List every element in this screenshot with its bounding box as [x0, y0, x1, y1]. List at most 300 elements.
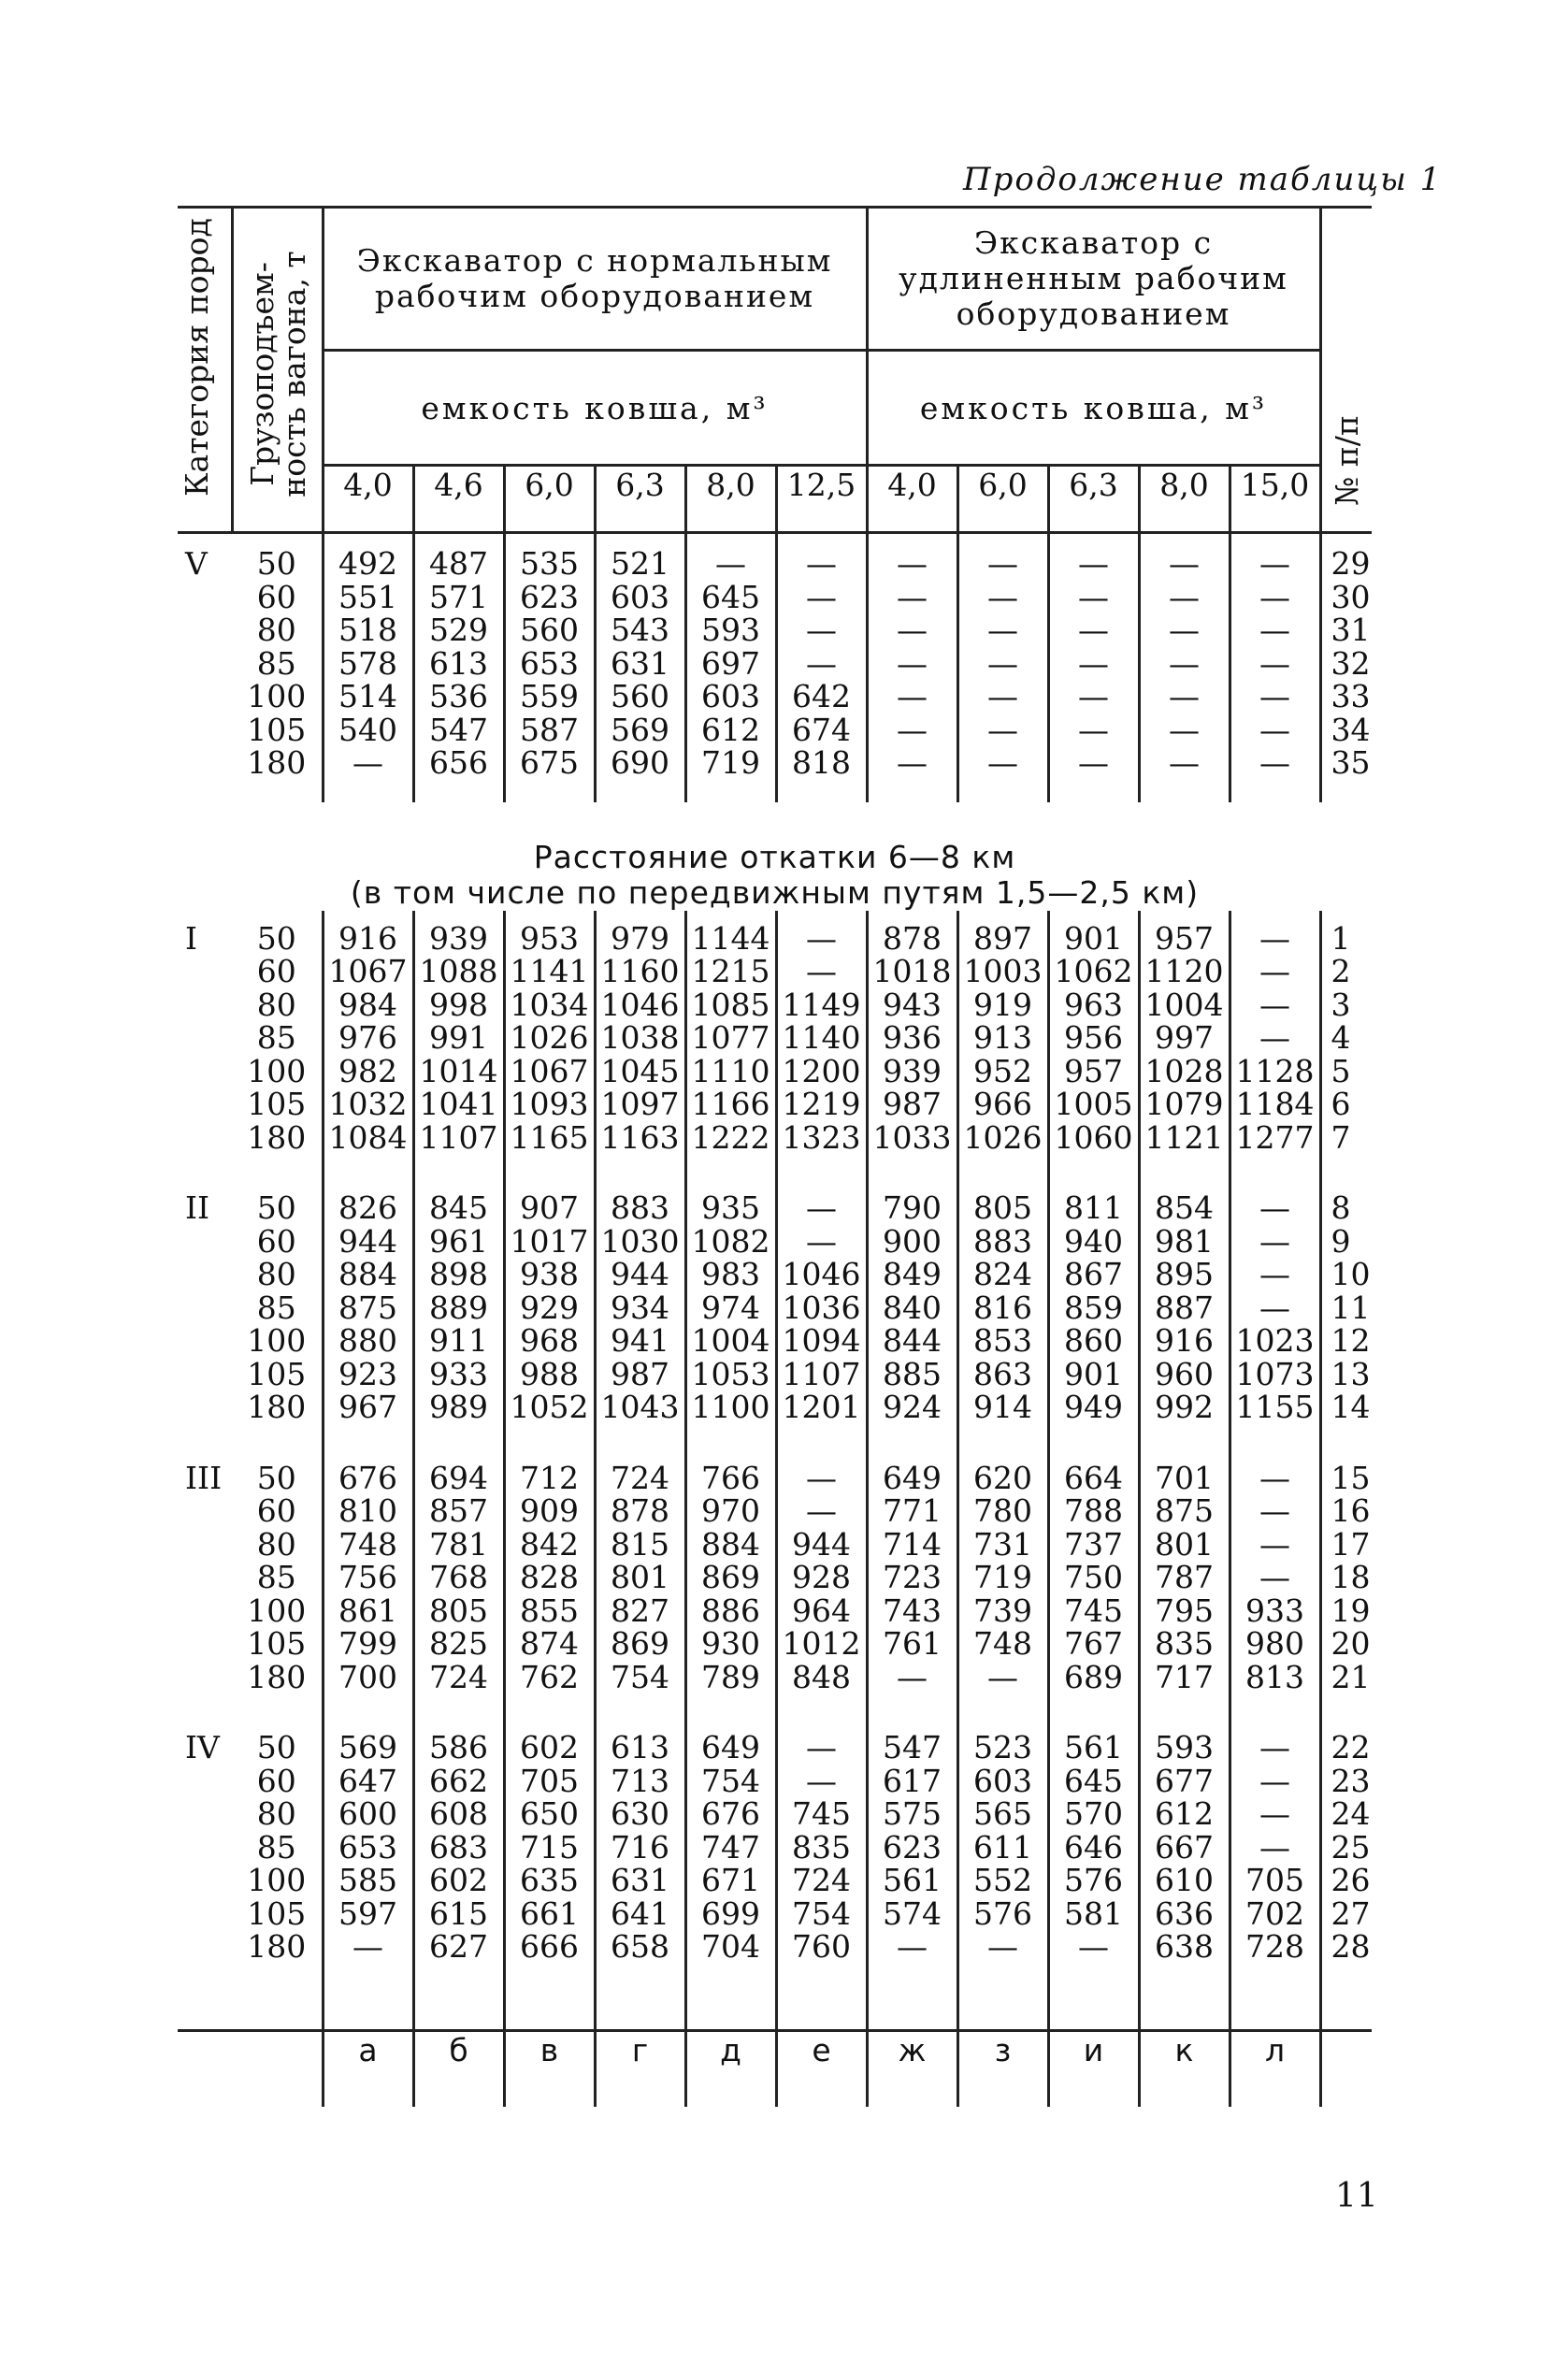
value-cell: — [1230, 613, 1320, 647]
value-cell: 571 [413, 581, 504, 614]
value-cell: 560 [595, 680, 685, 713]
value-cell: 617 [867, 1765, 957, 1798]
value-cell: 944 [595, 1258, 685, 1291]
value-cell: 623 [867, 1831, 957, 1865]
value-cell: 805 [413, 1594, 504, 1628]
value-cell: 649 [685, 1731, 776, 1765]
table-row [178, 1462, 1372, 1495]
table-row [178, 613, 1372, 647]
value-cell: 612 [685, 713, 776, 747]
value-cell: 1004 [1139, 988, 1230, 1022]
column-letter-row [178, 2030, 1372, 2107]
value-cell: 1107 [413, 1121, 504, 1155]
capacity-cell: 105 [232, 1627, 323, 1661]
value-cell: 987 [867, 1088, 957, 1121]
value-cell: — [1139, 547, 1230, 581]
header-category: Категория пород [178, 208, 232, 533]
value-cell: 492 [323, 547, 413, 581]
value-cell: 1144 [685, 922, 776, 956]
value-cell: 754 [776, 1897, 867, 1931]
value-cell: 875 [323, 1291, 413, 1325]
value-cell: 1121 [1139, 1121, 1230, 1155]
row-index-cell: 2 [1331, 953, 1351, 989]
header-capacity: Грузоподъем-ность вагона, т [232, 208, 323, 533]
capacity-cell: 85 [232, 647, 323, 681]
capacity-cell: 180 [232, 746, 323, 780]
value-cell: 869 [685, 1561, 776, 1594]
column-letter: л [1230, 2030, 1320, 2107]
value-cell: — [1230, 547, 1320, 581]
value-cell: 957 [1048, 1055, 1139, 1088]
capacity-cell: 105 [232, 713, 323, 747]
value-cell: 1073 [1230, 1358, 1320, 1391]
value-cell: — [957, 613, 1048, 647]
value-cell: 825 [413, 1627, 504, 1661]
value-cell: 602 [413, 1864, 504, 1897]
value-cell: 826 [323, 1191, 413, 1225]
value-cell: — [1230, 1462, 1320, 1495]
bucket-extended-3: 8,0 [1139, 466, 1230, 533]
value-cell: 1165 [504, 1121, 595, 1155]
rock-category [178, 746, 232, 780]
value-cell: 649 [867, 1462, 957, 1495]
value-cell: 863 [957, 1358, 1048, 1391]
value-cell: 547 [413, 713, 504, 747]
capacity-cell: 85 [232, 1561, 323, 1594]
rock-category [178, 680, 232, 713]
value-cell: 671 [685, 1864, 776, 1897]
table-row [178, 955, 1372, 988]
value-cell: — [1230, 1765, 1320, 1798]
value-cell: 552 [957, 1864, 1048, 1897]
value-cell: 635 [504, 1864, 595, 1897]
value-cell: 1026 [957, 1121, 1048, 1155]
value-cell: 719 [685, 746, 776, 780]
capacity-cell: 100 [232, 1864, 323, 1897]
value-cell: 795 [1139, 1594, 1230, 1628]
bucket-normal-5: 12,5 [776, 466, 867, 533]
value-cell: 540 [323, 713, 413, 747]
rock-category [178, 1930, 232, 1964]
value-cell: 788 [1048, 1494, 1139, 1528]
value-cell: 620 [957, 1462, 1048, 1495]
value-cell: 576 [1048, 1864, 1139, 1897]
capacity-cell: 60 [232, 1765, 323, 1798]
value-cell: 1079 [1139, 1088, 1230, 1121]
value-cell: 1184 [1230, 1088, 1320, 1121]
table-row [178, 1324, 1372, 1358]
value-cell: 715 [504, 1831, 595, 1865]
capacity-cell: 100 [232, 680, 323, 713]
value-cell: 953 [504, 922, 595, 956]
column-letter: з [957, 2030, 1048, 2107]
bucket-extended-0: 4,0 [867, 466, 957, 533]
value-cell: 781 [413, 1528, 504, 1562]
value-cell: 1277 [1230, 1121, 1320, 1155]
value-cell: 842 [504, 1528, 595, 1562]
value-cell: 916 [323, 922, 413, 956]
value-cell: 1141 [504, 955, 595, 988]
value-cell: 638 [1139, 1930, 1230, 1964]
capacity-cell: 100 [232, 1055, 323, 1088]
value-cell: 543 [595, 613, 685, 647]
row-index-cell: 31 [1331, 612, 1371, 648]
value-cell: 745 [776, 1797, 867, 1831]
value-cell: — [776, 1225, 867, 1259]
table-row [178, 581, 1372, 614]
value-cell: 1077 [685, 1021, 776, 1055]
capacity-cell: 80 [232, 1797, 323, 1831]
value-cell: — [1139, 713, 1230, 747]
row-index-cell: 8 [1331, 1189, 1351, 1226]
value-cell: 602 [504, 1731, 595, 1765]
rock-category [178, 1390, 232, 1424]
value-cell: 938 [504, 1258, 595, 1291]
bucket-extended-1: 6,0 [957, 466, 1048, 533]
row-index-cell: 5 [1331, 1052, 1351, 1089]
value-cell: 1003 [957, 955, 1048, 988]
value-cell: — [1230, 988, 1320, 1022]
row-index-cell: 33 [1331, 678, 1371, 714]
value-cell: 683 [413, 1831, 504, 1865]
value-cell: 561 [867, 1864, 957, 1897]
value-cell: 689 [1048, 1661, 1139, 1694]
value-cell: 854 [1139, 1191, 1230, 1225]
value-cell: 1018 [867, 955, 957, 988]
column-letter: ж [867, 2030, 957, 2107]
value-cell: 884 [685, 1528, 776, 1562]
value-cell: — [1230, 1797, 1320, 1831]
row-index-cell: 30 [1331, 578, 1371, 615]
value-cell: 487 [413, 547, 504, 581]
value-cell: 1043 [595, 1390, 685, 1424]
value-cell: — [776, 581, 867, 614]
rock-category [178, 1627, 232, 1661]
row-index-cell: 34 [1331, 711, 1371, 748]
header-extended-group: Экскаватор с удлиненным рабочим оборудованием [867, 208, 1320, 351]
rock-category [178, 1864, 232, 1897]
value-cell: 964 [776, 1594, 867, 1628]
value-cell: 587 [504, 713, 595, 747]
column-letter: д [685, 2030, 776, 2107]
value-cell: 1163 [595, 1121, 685, 1155]
value-cell: 835 [1139, 1627, 1230, 1661]
value-cell: 597 [323, 1897, 413, 1931]
value-cell: 1052 [504, 1390, 595, 1424]
rock-category [178, 713, 232, 747]
table-row [178, 1797, 1372, 1831]
value-cell: 974 [685, 1291, 776, 1325]
capacity-cell: 180 [232, 1390, 323, 1424]
rock-category [178, 1225, 232, 1259]
value-cell: 818 [776, 746, 867, 780]
value-cell: 754 [685, 1765, 776, 1798]
row-index-cell: 23 [1331, 1762, 1371, 1799]
value-cell: 898 [413, 1258, 504, 1291]
value-cell: 714 [867, 1528, 957, 1562]
value-cell: 1097 [595, 1088, 685, 1121]
value-cell: 585 [323, 1864, 413, 1897]
value-cell: — [1048, 647, 1139, 681]
table-row [178, 1121, 1372, 1155]
rock-category: II [185, 1189, 210, 1226]
rock-category [178, 1121, 232, 1155]
value-cell: 653 [323, 1831, 413, 1865]
value-cell: 658 [595, 1930, 685, 1964]
value-cell: 961 [413, 1225, 504, 1259]
value-cell: 815 [595, 1528, 685, 1562]
value-cell: 631 [595, 1864, 685, 1897]
value-cell: 867 [1048, 1258, 1139, 1291]
value-cell: 699 [685, 1897, 776, 1931]
value-cell: 813 [1230, 1661, 1320, 1694]
row-index-cell: 3 [1331, 986, 1351, 1023]
value-cell: 547 [867, 1731, 957, 1765]
value-cell: 895 [1139, 1258, 1230, 1291]
row-index-cell: 26 [1331, 1862, 1371, 1898]
row-index-cell: 14 [1331, 1389, 1371, 1425]
value-cell: 1014 [413, 1055, 504, 1088]
value-cell: 923 [323, 1358, 413, 1391]
value-cell: — [1048, 547, 1139, 581]
value-cell: — [957, 581, 1048, 614]
value-cell: 889 [413, 1291, 504, 1325]
row-index-cell: 13 [1331, 1355, 1371, 1392]
value-cell: 816 [957, 1291, 1048, 1325]
value-cell: 653 [504, 647, 595, 681]
value-cell: 880 [323, 1324, 413, 1358]
value-cell: — [1230, 1021, 1320, 1055]
section-title: Расстояние откатки 6—8 км [533, 838, 1016, 875]
value-cell: 844 [867, 1324, 957, 1358]
value-cell: 886 [685, 1594, 776, 1628]
value-cell: — [867, 713, 957, 747]
value-cell: 569 [595, 713, 685, 747]
value-cell: 1200 [776, 1055, 867, 1088]
column-letter: а [323, 2030, 413, 2107]
value-cell: 1026 [504, 1021, 595, 1055]
rock-category [178, 1528, 232, 1562]
value-cell: 656 [413, 746, 504, 780]
value-cell: — [867, 680, 957, 713]
value-cell: 521 [595, 547, 685, 581]
capacity-cell: 80 [232, 1258, 323, 1291]
value-cell: 987 [595, 1358, 685, 1391]
rock-category: I [185, 919, 198, 957]
value-cell: 641 [595, 1897, 685, 1931]
row-index-cell: 10 [1331, 1256, 1371, 1292]
value-cell: 1084 [323, 1121, 413, 1155]
row-index-cell: 11 [1331, 1289, 1371, 1326]
value-cell: 560 [504, 613, 595, 647]
value-cell: 992 [1139, 1390, 1230, 1424]
row-index-cell: 22 [1331, 1729, 1371, 1765]
value-cell: 636 [1139, 1897, 1230, 1931]
value-cell: 551 [323, 581, 413, 614]
value-cell: 570 [1048, 1797, 1139, 1831]
capacity-cell: 105 [232, 1897, 323, 1931]
value-cell: — [776, 1462, 867, 1495]
row-index-cell: 7 [1331, 1118, 1351, 1156]
value-cell: 717 [1139, 1661, 1230, 1694]
value-cell: 662 [413, 1765, 504, 1798]
value-cell: 705 [504, 1765, 595, 1798]
table-row [178, 1561, 1372, 1594]
capacity-cell: 105 [232, 1088, 323, 1121]
rock-category [178, 647, 232, 681]
value-cell: 701 [1139, 1462, 1230, 1495]
value-cell: — [776, 922, 867, 956]
value-cell: 916 [1139, 1324, 1230, 1358]
rock-category [178, 613, 232, 647]
value-cell: 929 [504, 1291, 595, 1325]
value-cell: 924 [867, 1390, 957, 1424]
table-row [178, 1021, 1372, 1055]
table-row [178, 1594, 1372, 1628]
value-cell: 957 [1139, 922, 1230, 956]
value-cell: — [1048, 746, 1139, 780]
value-cell: — [1139, 680, 1230, 713]
value-cell: 919 [957, 988, 1048, 1022]
table-row [178, 713, 1372, 747]
value-cell: 724 [776, 1864, 867, 1897]
bucket-extended-4: 15,0 [1230, 466, 1320, 533]
value-cell: 694 [413, 1462, 504, 1495]
value-cell: 949 [1048, 1390, 1139, 1424]
value-cell: 913 [957, 1021, 1048, 1055]
value-cell: 1053 [685, 1358, 776, 1391]
value-cell: — [867, 547, 957, 581]
row-index-cell: 20 [1331, 1625, 1371, 1662]
value-cell: 1110 [685, 1055, 776, 1088]
value-cell: 1028 [1139, 1055, 1230, 1088]
value-cell: — [1048, 713, 1139, 747]
value-cell: 603 [595, 581, 685, 614]
value-cell: 939 [413, 922, 504, 956]
column-letter: к [1139, 2030, 1230, 2107]
value-cell: 664 [1048, 1462, 1139, 1495]
value-cell: 586 [413, 1731, 504, 1765]
value-cell: — [1230, 746, 1320, 780]
rock-category [178, 1324, 232, 1358]
value-cell: 565 [957, 1797, 1048, 1831]
value-cell: 845 [413, 1191, 504, 1225]
value-cell: 849 [867, 1258, 957, 1291]
value-cell: 576 [957, 1897, 1048, 1931]
value-cell: 723 [867, 1561, 957, 1594]
value-cell: 861 [323, 1594, 413, 1628]
bucket-normal-1: 4,6 [413, 466, 504, 533]
value-cell: 857 [413, 1494, 504, 1528]
value-cell: 667 [1139, 1831, 1230, 1865]
value-cell: 642 [776, 680, 867, 713]
value-cell: 1005 [1048, 1088, 1139, 1121]
value-cell: 747 [685, 1831, 776, 1865]
value-cell: 853 [957, 1324, 1048, 1358]
value-cell: 1093 [504, 1088, 595, 1121]
table-body [178, 533, 1372, 2031]
table-row [178, 1627, 1372, 1661]
value-cell: — [776, 613, 867, 647]
value-cell: — [1230, 713, 1320, 747]
value-cell: 997 [1139, 1021, 1230, 1055]
value-cell: 1067 [323, 955, 413, 988]
rock-category [178, 581, 232, 614]
value-cell: 627 [413, 1930, 504, 1964]
value-cell: 790 [867, 1191, 957, 1225]
value-cell: 561 [1048, 1731, 1139, 1765]
value-cell: 1032 [323, 1088, 413, 1121]
rock-category [178, 1258, 232, 1291]
value-cell: 535 [504, 547, 595, 581]
value-cell: 869 [595, 1627, 685, 1661]
value-cell: 933 [413, 1358, 504, 1391]
value-cell: — [867, 1661, 957, 1694]
value-cell: 666 [504, 1930, 595, 1964]
rock-category: III [185, 1459, 223, 1496]
value-cell: 875 [1139, 1494, 1230, 1528]
value-cell: 750 [1048, 1561, 1139, 1594]
value-cell: — [1230, 955, 1320, 988]
value-cell: 810 [323, 1494, 413, 1528]
value-cell: 1045 [595, 1055, 685, 1088]
header-normal-group: Экскаватор с нормальным рабочим оборудованием [323, 208, 867, 351]
header-index: № п/п [1320, 208, 1372, 533]
value-cell: 756 [323, 1561, 413, 1594]
value-cell: 1219 [776, 1088, 867, 1121]
value-cell: 1038 [595, 1021, 685, 1055]
value-cell: 824 [957, 1258, 1048, 1291]
value-cell: 799 [323, 1627, 413, 1661]
value-cell: 581 [1048, 1897, 1139, 1931]
value-cell: 1160 [595, 955, 685, 988]
value-cell: — [1230, 1831, 1320, 1865]
value-cell: 1155 [1230, 1390, 1320, 1424]
value-cell: 559 [504, 680, 595, 713]
value-cell: 860 [1048, 1324, 1139, 1358]
row-index-cell: 15 [1331, 1459, 1371, 1496]
value-cell: 801 [1139, 1528, 1230, 1562]
value-cell: — [957, 1661, 1048, 1694]
value-cell: 1036 [776, 1291, 867, 1325]
value-cell: 914 [957, 1390, 1048, 1424]
row-index-cell: 25 [1331, 1828, 1371, 1866]
value-cell: 645 [1048, 1765, 1139, 1798]
value-cell: — [776, 955, 867, 988]
value-cell: — [867, 647, 957, 681]
value-cell: 728 [1230, 1930, 1320, 1964]
row-index-cell: 6 [1331, 1086, 1351, 1122]
table-row [178, 1055, 1372, 1088]
row-index-cell: 27 [1331, 1895, 1371, 1932]
row-index-cell: 12 [1331, 1322, 1371, 1359]
value-cell: — [776, 1191, 867, 1225]
value-cell: — [1230, 581, 1320, 614]
value-cell: 737 [1048, 1528, 1139, 1562]
value-cell: — [1230, 1494, 1320, 1528]
value-cell: — [1048, 1930, 1139, 1964]
value-cell: 569 [323, 1731, 413, 1765]
capacity-cell: 180 [232, 1930, 323, 1964]
rock-category [178, 1594, 232, 1628]
bucket-normal-4: 8,0 [685, 466, 776, 533]
table-row [178, 1765, 1372, 1798]
table-row [178, 1258, 1372, 1291]
value-cell: 976 [323, 1021, 413, 1055]
capacity-cell: 85 [232, 1021, 323, 1055]
value-cell: — [957, 647, 1048, 681]
value-cell: 935 [685, 1191, 776, 1225]
